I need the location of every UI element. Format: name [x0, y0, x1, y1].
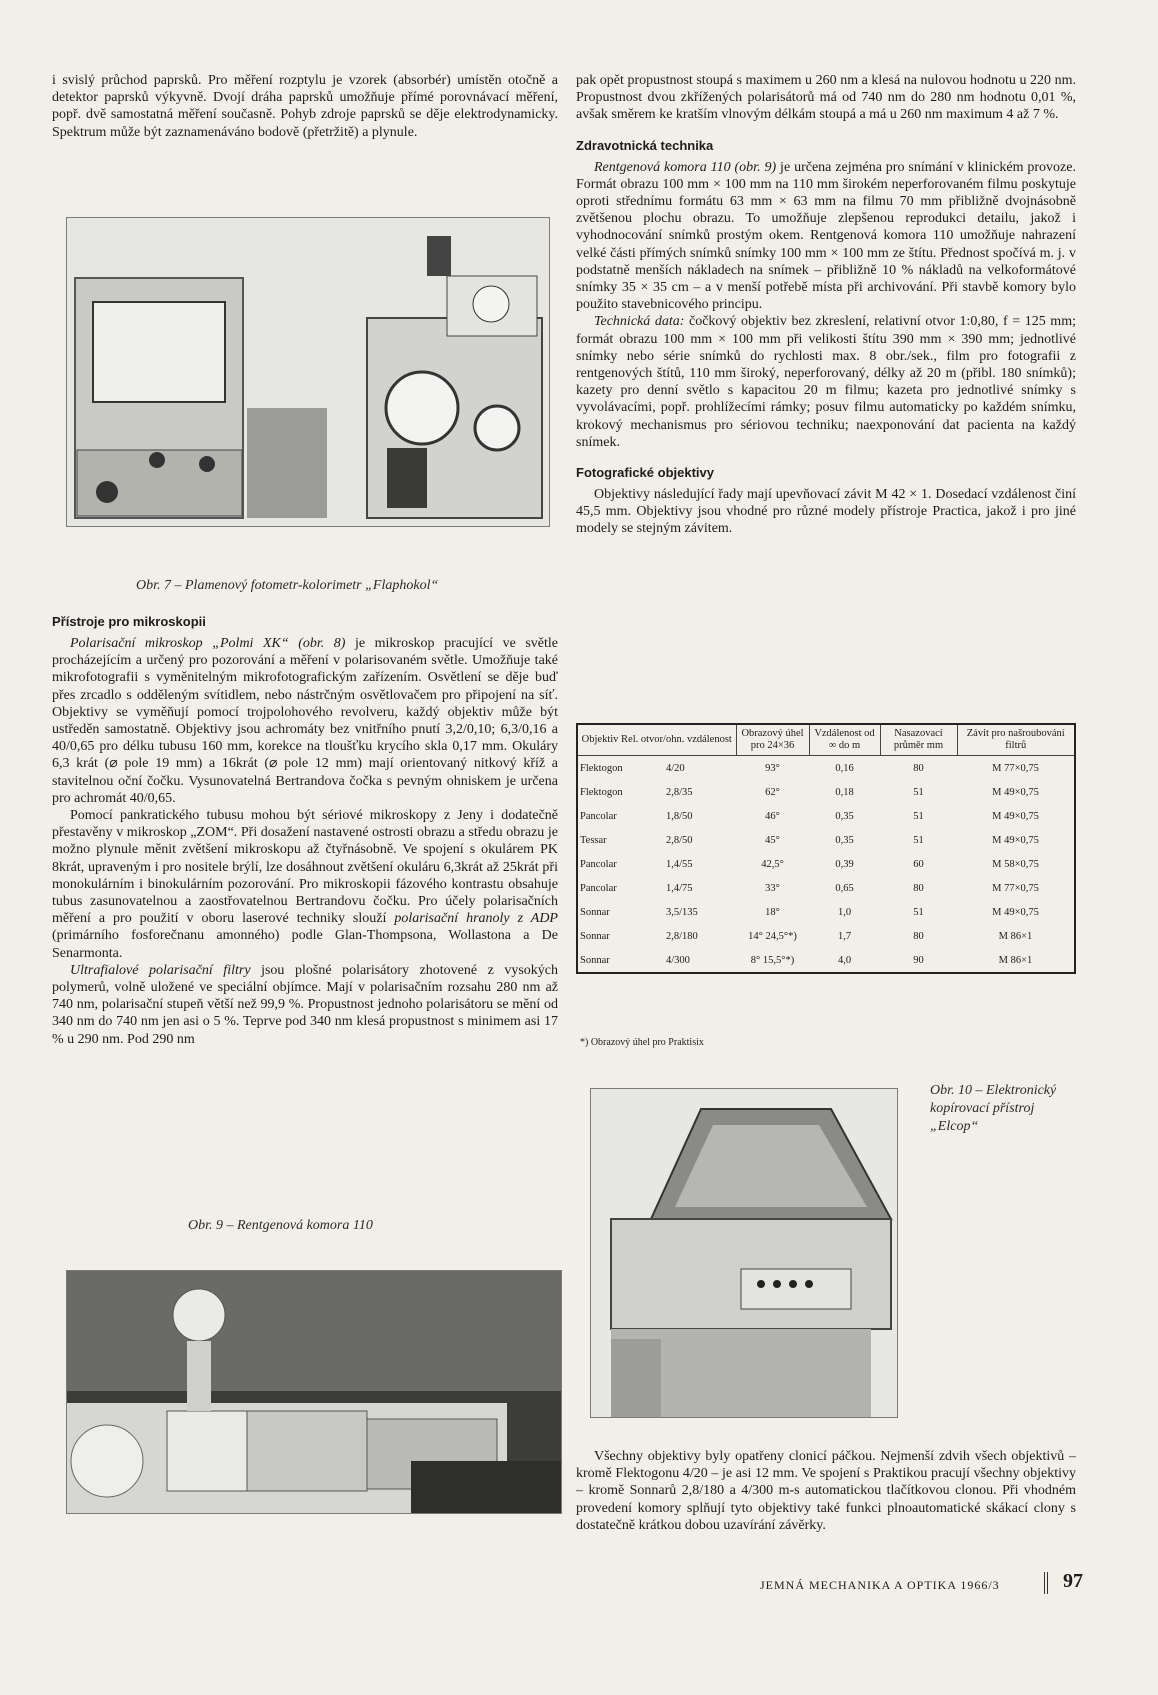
lens-table-row: [577, 828, 1075, 852]
lens-angle: 33°: [765, 882, 780, 894]
left-paragraph-3: [52, 807, 558, 962]
lens-angle: 8° 15,5°*): [750, 954, 795, 966]
lens-table-row: [577, 900, 1075, 924]
lens-aperture: 1,4/75: [666, 882, 693, 894]
lens-aperture: 2,8/35: [666, 786, 693, 798]
lens-table-row: [577, 876, 1075, 900]
lens-name: Sonnar: [580, 954, 610, 966]
left-paragraph-3-text-b: (primárního fosforečnanu amonného) podle Glan-Thompsona, Wollastona a De Senarmonta.: [52, 928, 558, 961]
lens-filter-thread: M 58×0,75: [992, 858, 1039, 870]
right-paragraph-5: Všechny objektivy byly opatřeny clonicí páčkou. Nejmenší zdvih všech objektivů – kromě Flektogonu 4/20 – je asi 12 mm. Ve spojení s Praktikou pracují všechny objektivy – kromě Sonnarů 2,8/180 a 4/300 m-s automatickou tlačítkovou clonou. Při vhodném provedení komory splňují tyto objektivy také funkci plnoautomatické skákací clony s dostatečně krátkou dobou uzavírání závěrky.: [576, 1449, 1076, 1533]
lens-mount-diameter: 51: [913, 906, 924, 918]
lens-filter-thread: M 86×1: [998, 930, 1033, 942]
lens-mount-diameter: 51: [913, 786, 924, 798]
left-paragraph-3-text-a: Pomocí pankratického tubusu mohou být sériové mikroskopy z Jeny i dodatečně přestavěny v mikroskop „ZOM“. Při dosažení nastavené ostrosti obrazu a středu obrazu je možno plynule měnit zvětšení mikroskopu až čtyřnásobně. Ve spojení s okulárem PK 8krát, upraveným i pro nositele brýlí, lze dosáhnout zvětšení okuláru 6,3krát až 25krát při monokulárním i binokulárním pozorování. Pro mikroskopii fázového kontrastu obsahuje tubus zasunovatelnou a zaostřovatelnou Bertrandovu čočku. Pro účely polarisačních měření a pro použití v oboru laserové techniky slouží: [52, 808, 558, 927]
lens-filter-thread: M 49×0,75: [992, 786, 1039, 798]
figure-7-photo: [66, 217, 550, 527]
lens-angle: 45°: [765, 834, 780, 846]
lens-table-row: [577, 756, 1075, 781]
uv-filter-term: Ultrafialové polarisační filtry: [70, 962, 251, 978]
lens-distance: 0,16: [835, 762, 854, 774]
left-column: [52, 72, 558, 141]
lens-name: Pancolar: [580, 810, 617, 822]
page-number: 97: [1063, 1570, 1083, 1592]
flame-photometer-illustration: [67, 218, 549, 526]
lens-name: Pancolar: [580, 882, 617, 894]
journal-footer: JEMNÁ MECHANIKA A OPTIKA 1966/3: [760, 1578, 1000, 1592]
right-paragraph-2: [576, 159, 1076, 314]
lens-name: Flektogon: [580, 762, 623, 774]
header-prumer: Nasazovací průměr mm: [880, 724, 957, 756]
table-footnote: *) Obrazový úhel pro Praktisix: [580, 1037, 704, 1048]
right-paragraph-3-text: čočkový objektiv bez zkreslení, relativní otvor 1:0,80, f = 125 mm; formát obrazu 100 mm × 100 mm při velikosti štítu 390 mm × 390 mm; jednotlivé snímky nebo série snímků do rychlosti max. 8 obr./sek., film pro fotografii z rentgenových štítů, 110 mm široký, neperforovaný, délky až 20 m (přibl. 180 snímků); kazety pro denní světlo s kapacitou 20 m filmu; kazeta pro jednotlivé snímky s vyvolávacími, popř. prohlížecími rámky; posuv filmu automaticky po každém snímku, krokový mechanismus pro sériovou techniku; naexponování dat pacienta na každý snímek.: [576, 314, 1076, 450]
lens-aperture: 3,5/135: [666, 906, 698, 918]
header-vzdalenost: Vzdálenost od ∞ do m: [809, 724, 880, 756]
lens-table-header: [577, 724, 1075, 756]
lens-mount-diameter: 80: [913, 930, 924, 942]
lens-mount-diameter: 80: [913, 762, 924, 774]
adp-term: polarisační hranoly z ADP: [394, 911, 558, 927]
footer-separator: [1044, 1572, 1048, 1594]
lens-mount-diameter: 80: [913, 882, 924, 894]
lens-distance: 0,39: [835, 858, 854, 870]
lens-name: Flektogon: [580, 786, 623, 798]
lens-angle: 42,5°: [761, 858, 784, 870]
polmi-term: Polarisační mikroskop „Polmi XK“ (obr. 8): [70, 636, 346, 651]
lens-table: [576, 723, 1076, 974]
lens-angle: 14° 24,5°*): [748, 930, 797, 942]
lens-mount-diameter: 51: [913, 810, 924, 822]
header-uhel: Obrazový úhel pro 24×36: [736, 724, 809, 756]
right-paragraph-1: pak opět propustnost stoupá s maximem u 260 nm a klesá na nulovou hodnotu u 220 nm. Propustnost dvou zkřížených polarisátorů má od 740 nm do 280 nm hodnotu 0,01 %, avšak směrem ke kratším vlnovým délkám stoupá a má u 260 nm maximum 4 až 7 %.: [576, 73, 1076, 123]
copier-illustration: [591, 1089, 897, 1417]
lens-table-row: [577, 924, 1075, 948]
lens-table-row: [577, 852, 1075, 876]
lens-filter-thread: M 86×1: [998, 954, 1033, 966]
lens-filter-thread: M 77×0,75: [992, 882, 1039, 894]
lens-name: Pancolar: [580, 858, 617, 870]
lens-table-row: [577, 780, 1075, 804]
lens-aperture: 4/300: [666, 954, 690, 966]
lens-distance: 0,18: [835, 786, 854, 798]
lens-distance: 1,7: [837, 930, 852, 942]
left-paragraph-1: i svislý průchod paprsků. Pro měření rozptylu je vzorek (absorbér) umístěn otočně a detektor paprsků výkyvně. Dvojí dráha paprsků umožňuje přímé porovnávací měření, popř. dvě samostatná měření současně. Pohyb zdroje paprsků se děje elektrodynamicky. Spektrum může být zaznamenáváno bodově (přetržitě) a plynule.: [52, 73, 558, 140]
lens-distance: 0,35: [835, 834, 854, 846]
lens-distance: 4,0: [837, 954, 852, 966]
heading-medical: Zdravotnická technika: [576, 137, 714, 153]
lens-aperture: 1,4/55: [666, 858, 693, 870]
header-zavit: Závit pro našroubování filtrů: [957, 724, 1075, 756]
lens-table-row: [577, 948, 1075, 973]
lens-filter-thread: M 49×0,75: [992, 906, 1039, 918]
right-paragraph-3: [576, 313, 1076, 451]
figure-7-caption: Obr. 7 – Plamenový fotometr-kolorimetr „Flaphokol“: [136, 578, 439, 593]
lens-angle: 18°: [765, 906, 780, 918]
lens-aperture: 4/20: [666, 762, 685, 774]
right-column: [576, 72, 1076, 538]
left-paragraph-4-text: jsou plošné polarisátory zhotovené z vysokých polymerů, volně uložené ve speciální objímce. Mají v polarisačním rozsahu 280 nm až 740 nm, polarisační stupeň větší než 99,9 %. Propustnost jednoho polarisátoru se mění od 340 nm do 740 nm jen asi o 5 %. Teprve pod 340 nm klesá propustnost s minimem asi 17 % u 290 nm. Pod 290 nm: [52, 962, 559, 1047]
lens-filter-thread: M 49×0,75: [992, 810, 1039, 822]
left-column-lower: [52, 606, 558, 1048]
lens-aperture: 1,8/50: [666, 810, 693, 822]
lens-distance: 1,0: [837, 906, 852, 918]
lens-distance: 0,35: [835, 810, 854, 822]
lens-mount-diameter: 60: [913, 858, 924, 870]
header-objektiv: Objektiv Rel. otvor/ohn. vzdálenost: [577, 724, 736, 756]
lens-name: Tessar: [580, 834, 607, 846]
figure-10-photo: [590, 1088, 898, 1418]
lens-angle: 62°: [765, 786, 780, 798]
lens-angle: 93°: [765, 762, 780, 774]
xray-term: Rentgenová komora 110 (obr. 9): [594, 159, 777, 175]
figure-9-photo: [66, 1270, 562, 1514]
right-paragraph-2-text: je určena zejména pro snímání v klinickém provoze. Formát obrazu 100 mm × 100 mm na 110 mm širokém neperforovaném filmu poskytuje oproti střednímu formátu 63 mm × 63 mm na filmu 70 mm přibližně dvojnásobně zvětšenou plochu obrazu. To umožňuje zlepšenou reprodukci detailu, jakož i vyhodnocování snímků prostým okem. Rentgenová komora 110 umožňuje nahrazení velké části přímých snímků snímky 100 mm × 100 mm ze štítu. Přednost spočívá m. j. v podstatně menších nákladech na snímek – přibližně 10 % nákladů na velkoformátové snímky 35 × 35 cm – a v menší potřebě místa při archivování. Při stavbě komory bylo použito stavebnicového principu.: [576, 159, 1076, 313]
lens-angle: 46°: [765, 810, 780, 822]
figure-10-caption: Obr. 10 – Elektronický kopírovací přístroj „Elcop“: [930, 1083, 1057, 1134]
lens-distance: 0,65: [835, 882, 854, 894]
x-ray-camera-illustration: [67, 1271, 561, 1513]
lens-aperture: 2,8/50: [666, 834, 693, 846]
lens-table-row: [577, 804, 1075, 828]
lens-mount-diameter: 90: [913, 954, 924, 966]
tech-data-term: Technická data:: [594, 314, 685, 330]
heading-microscopy: Přístroje pro mikroskopii: [52, 614, 206, 629]
lens-mount-diameter: 51: [913, 834, 924, 846]
left-paragraph-4: [52, 962, 558, 1048]
heading-photo-lenses: Fotografické objektivy: [576, 465, 714, 481]
lens-name: Sonnar: [580, 906, 610, 918]
lens-filter-thread: M 77×0,75: [992, 762, 1039, 774]
lens-table-body: [577, 756, 1075, 974]
left-paragraph-2: [52, 635, 558, 807]
left-paragraph-2-text: je mikroskop pracující ve světle procházejícím a určený pro pozorování a měření v polarisovaném světle. Umožňuje také mikrofotografii s vyměnitelným mikrofotografickým zařízením. Osvětlení se děje buď přes zrcadlo s odděleným svítidlem, nebo nástrčným osvětlovačem pro připojení na síť. Objektivy se vyměňují pomocí trojpolohového revolveru, každý objektiv může být ustředěn samostatně. Objektivy jsou achromáty bez vnitřního pnutí 3,2/0,10; 6,3/0,16 a 40/0,65 pro délku tubusu 160 mm, korekce na tloušťku krycího skla 0,17 mm. Okuláry 6,3 krát (⌀ pole 19 mm) a 16krát (⌀ pole 12 mm) mají orientovaný nitkový kříž a stavitelnou oční čočku. Vysunovatelná Bertrandova čočka s pevným ohniskem je určena pro achromát 40/0,65.: [52, 636, 558, 806]
lens-filter-thread: M 49×0,75: [992, 834, 1039, 846]
figure-9-caption: Obr. 9 – Rentgenová komora 110: [188, 1218, 373, 1233]
right-paragraph-4: Objektivy následující řady mají upevňovací závit M 42 × 1. Dosedací vzdálenost činí 45,5 mm. Objektivy jsou vhodné pro různé modely přístroje Practica, jakož i pro jiné modely se stejným závitem.: [576, 487, 1076, 537]
lens-name: Sonnar: [580, 930, 610, 942]
lens-aperture: 2,8/180: [666, 930, 698, 942]
